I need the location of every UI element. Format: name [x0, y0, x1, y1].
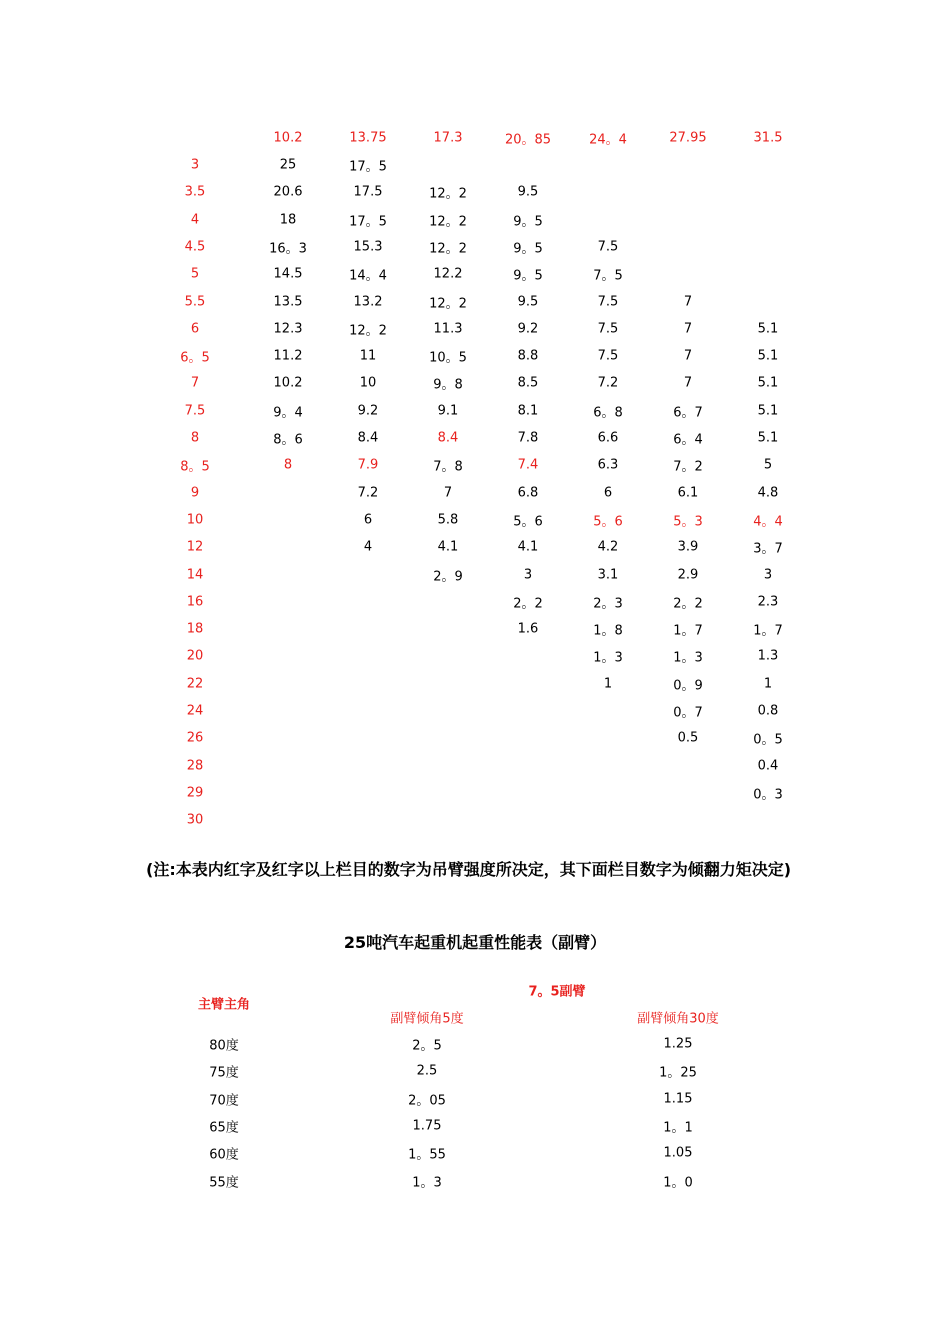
load-value-cell: 5。6 — [513, 514, 543, 530]
boom-length-header: 10.2 — [273, 130, 303, 146]
load-value-cell: 5。3 — [673, 514, 703, 530]
working-radius-label: 6。5 — [180, 350, 210, 366]
load-value-cell: 2.3 — [757, 594, 779, 610]
load-value-cell: 3.1 — [597, 567, 619, 582]
table2-title: 25吨汽车起重机起重性能表（副臂） — [343, 933, 607, 952]
boom-angle-cell: 55度 — [209, 1175, 239, 1190]
load-value-cell: 0。7 — [673, 705, 703, 721]
load-value-cell: 7。2 — [673, 459, 703, 475]
working-radius-label: 7.5 — [184, 403, 206, 419]
boom-length-header: 31.5 — [753, 130, 783, 146]
boom-length-header: 27.95 — [669, 130, 707, 146]
load-value-cell: 1.6 — [517, 621, 539, 637]
load-value-cell: 9.2 — [357, 403, 379, 419]
working-radius-label: 14 — [186, 567, 204, 582]
working-radius-label: 3.5 — [184, 184, 206, 200]
working-radius-label: 29 — [186, 785, 204, 801]
working-radius-label: 10 — [186, 512, 204, 528]
load-value-cell: 2.9 — [677, 567, 699, 582]
load-value-cell: 5.1 — [757, 321, 779, 337]
working-radius-label: 20 — [186, 648, 204, 664]
load-value-cell: 0。5 — [753, 732, 783, 748]
load-value-cell: 12。2 — [429, 214, 467, 230]
load-value-cell: 8 — [283, 457, 293, 473]
jib-load-5-cell: 1。3 — [412, 1175, 442, 1190]
load-value-cell: 9.1 — [437, 403, 459, 419]
load-value-cell: 10。5 — [429, 350, 467, 366]
load-value-cell: 11.3 — [433, 321, 463, 337]
load-value-cell: 7.8 — [517, 430, 539, 446]
load-value-cell: 4.1 — [517, 539, 539, 555]
load-value-cell: 17.5 — [353, 184, 383, 200]
load-value-cell: 12。2 — [429, 241, 467, 257]
jib-load-30-cell: 1。1 — [663, 1120, 693, 1136]
load-value-cell: 15.3 — [353, 239, 383, 255]
boom-angle-cell: 80度 — [209, 1038, 239, 1054]
jib-load-5-cell: 1。55 — [408, 1147, 446, 1163]
load-value-cell: 11 — [359, 348, 377, 364]
load-value-cell: 4.8 — [757, 485, 779, 501]
load-value-cell: 4.2 — [597, 539, 619, 555]
load-value-cell: 2。2 — [513, 596, 543, 612]
load-value-cell: 5.1 — [757, 430, 779, 446]
load-value-cell: 6 — [363, 512, 373, 528]
load-value-cell: 7.5 — [597, 239, 619, 255]
working-radius-label: 9 — [190, 485, 200, 501]
load-value-cell: 8.5 — [517, 375, 539, 391]
load-value-cell: 10 — [359, 375, 377, 391]
load-value-cell: 9。4 — [273, 405, 303, 421]
load-value-cell: 8.4 — [357, 430, 379, 446]
jib-load-30-cell: 1.15 — [663, 1091, 693, 1107]
working-radius-label: 8 — [190, 430, 200, 446]
load-value-cell: 13.5 — [273, 294, 303, 309]
load-value-cell: 7。5 — [593, 268, 623, 284]
load-value-cell: 9。5 — [513, 241, 543, 257]
working-radius-label: 4 — [190, 212, 200, 228]
load-value-cell: 1。3 — [673, 650, 703, 666]
working-radius-label: 5.5 — [184, 294, 206, 309]
load-value-cell: 12。2 — [349, 323, 387, 339]
working-radius-label: 7 — [190, 375, 200, 391]
jib-load-30-cell: 1.25 — [663, 1036, 693, 1052]
working-radius-label: 12 — [186, 539, 204, 555]
load-value-cell: 20.6 — [273, 184, 303, 200]
load-value-cell: 6.8 — [517, 485, 539, 501]
load-value-cell: 6 — [603, 485, 613, 501]
working-radius-label: 8。5 — [180, 459, 210, 475]
jib-load-5-cell: 2。5 — [412, 1038, 442, 1054]
load-value-cell: 4.1 — [437, 539, 459, 555]
load-value-cell: 8.4 — [437, 430, 459, 446]
load-value-cell: 3 — [523, 567, 533, 582]
load-value-cell: 17。5 — [349, 159, 387, 175]
jib-load-5-cell: 2。05 — [408, 1093, 446, 1109]
load-value-cell: 5 — [763, 457, 773, 473]
load-value-cell: 9.5 — [517, 294, 539, 309]
load-value-cell: 4 — [363, 539, 373, 555]
load-value-cell: 7.9 — [357, 457, 379, 473]
load-value-cell: 9.5 — [517, 184, 539, 200]
load-value-cell: 8.8 — [517, 348, 539, 364]
load-value-cell: 1 — [603, 676, 613, 692]
load-value-cell: 7 — [683, 375, 693, 391]
load-value-cell: 7.2 — [597, 375, 619, 391]
jib-angle-5-header: 副臂倾角5度 — [390, 1011, 464, 1027]
load-value-cell: 10.2 — [273, 375, 303, 391]
load-value-cell: 6.6 — [597, 430, 619, 446]
jib-angle-30-header: 副臂倾角30度 — [637, 1011, 719, 1027]
working-radius-label: 30 — [186, 812, 204, 828]
load-value-cell: 4。4 — [753, 514, 783, 530]
load-value-cell: 13.2 — [353, 294, 383, 309]
jib-load-30-cell: 1。25 — [659, 1065, 697, 1081]
working-radius-label: 26 — [186, 730, 204, 746]
load-value-cell: 9。5 — [513, 268, 543, 284]
load-value-cell: 7.5 — [597, 348, 619, 364]
load-value-cell: 3 — [763, 567, 773, 582]
jib-load-30-cell: 1.05 — [663, 1145, 693, 1161]
load-value-cell: 14.5 — [273, 266, 303, 282]
boom-length-header: 24。4 — [589, 132, 627, 148]
load-value-cell: 1.3 — [757, 648, 779, 664]
boom-angle-header: 主臂主角 — [197, 997, 251, 1013]
load-value-cell: 1 — [763, 676, 773, 692]
boom-angle-cell: 65度 — [209, 1120, 239, 1136]
working-radius-label: 5 — [190, 266, 200, 282]
load-value-cell: 9。8 — [433, 377, 463, 393]
load-value-cell: 12。2 — [429, 186, 467, 202]
load-value-cell: 6.3 — [597, 457, 619, 473]
load-value-cell: 14。4 — [349, 268, 387, 284]
load-value-cell: 2。3 — [593, 596, 623, 612]
load-value-cell: 5.8 — [437, 512, 459, 528]
load-value-cell: 8。6 — [273, 432, 303, 448]
load-value-cell: 18 — [279, 212, 297, 228]
working-radius-label: 24 — [186, 703, 204, 719]
boom-length-header: 17.3 — [433, 130, 463, 146]
load-value-cell: 11.2 — [273, 348, 303, 364]
load-value-cell: 9。5 — [513, 214, 543, 230]
boom-angle-cell: 70度 — [209, 1093, 239, 1109]
load-value-cell: 7.4 — [517, 457, 539, 473]
load-value-cell: 5.1 — [757, 348, 779, 364]
load-value-cell: 7.2 — [357, 485, 379, 501]
load-value-cell: 7.5 — [597, 294, 619, 309]
load-value-cell: 0。3 — [753, 787, 783, 803]
working-radius-label: 4.5 — [184, 239, 206, 255]
load-value-cell: 7 — [443, 485, 453, 501]
working-radius-label: 28 — [186, 758, 204, 774]
load-value-cell: 2。9 — [433, 569, 463, 584]
load-value-cell: 7.5 — [597, 321, 619, 337]
load-value-cell: 6。7 — [673, 405, 703, 421]
working-radius-label: 16 — [186, 594, 204, 610]
load-value-cell: 12.3 — [273, 321, 303, 337]
load-value-cell: 16。3 — [269, 241, 307, 257]
load-value-cell: 1。3 — [593, 650, 623, 666]
load-value-cell: 8.1 — [517, 403, 539, 419]
load-value-cell: 1。7 — [673, 623, 703, 639]
working-radius-label: 6 — [190, 321, 200, 337]
boom-angle-cell: 75度 — [209, 1065, 239, 1081]
boom-length-header: 20。85 — [504, 132, 552, 148]
jib-load-5-cell: 1.75 — [412, 1118, 442, 1134]
load-value-cell: 5。6 — [593, 514, 623, 530]
load-value-cell: 12.2 — [433, 266, 463, 282]
table-note: (注:本表内红字及红字以上栏目的数字为吊臂强度所决定，其下面栏目数字为倾翻力矩决定) — [146, 860, 792, 879]
load-value-cell: 5.1 — [757, 403, 779, 419]
load-value-cell: 0.5 — [677, 730, 699, 746]
load-value-cell: 5.1 — [757, 375, 779, 391]
load-value-cell: 17。5 — [349, 214, 387, 230]
jib-load-5-cell: 2.5 — [416, 1063, 438, 1079]
load-value-cell: 9.2 — [517, 321, 539, 337]
jib-length-header: 7。5副臂 — [528, 984, 586, 1000]
load-value-cell: 25 — [279, 157, 297, 173]
load-value-cell: 2。2 — [673, 596, 703, 612]
load-value-cell: 1。8 — [593, 623, 623, 639]
load-value-cell: 0。9 — [673, 678, 703, 694]
load-value-cell: 1。7 — [753, 623, 783, 639]
load-value-cell: 3.9 — [677, 539, 699, 555]
working-radius-label: 3 — [190, 157, 200, 173]
boom-angle-cell: 60度 — [209, 1147, 239, 1163]
load-value-cell: 6.1 — [677, 485, 699, 501]
boom-length-header: 13.75 — [349, 130, 387, 146]
load-value-cell: 7 — [683, 348, 693, 364]
load-value-cell: 0.4 — [757, 758, 779, 774]
working-radius-label: 18 — [186, 621, 204, 637]
load-value-cell: 3。7 — [753, 541, 783, 557]
load-value-cell: 0.8 — [757, 703, 779, 719]
load-value-cell: 12。2 — [429, 296, 467, 311]
working-radius-label: 22 — [186, 676, 204, 692]
load-value-cell: 7。8 — [433, 459, 463, 475]
load-value-cell: 6。8 — [593, 405, 623, 421]
load-value-cell: 7 — [683, 321, 693, 337]
load-value-cell: 7 — [683, 294, 693, 309]
load-value-cell: 6。4 — [673, 432, 703, 448]
jib-load-30-cell: 1。0 — [663, 1175, 693, 1190]
